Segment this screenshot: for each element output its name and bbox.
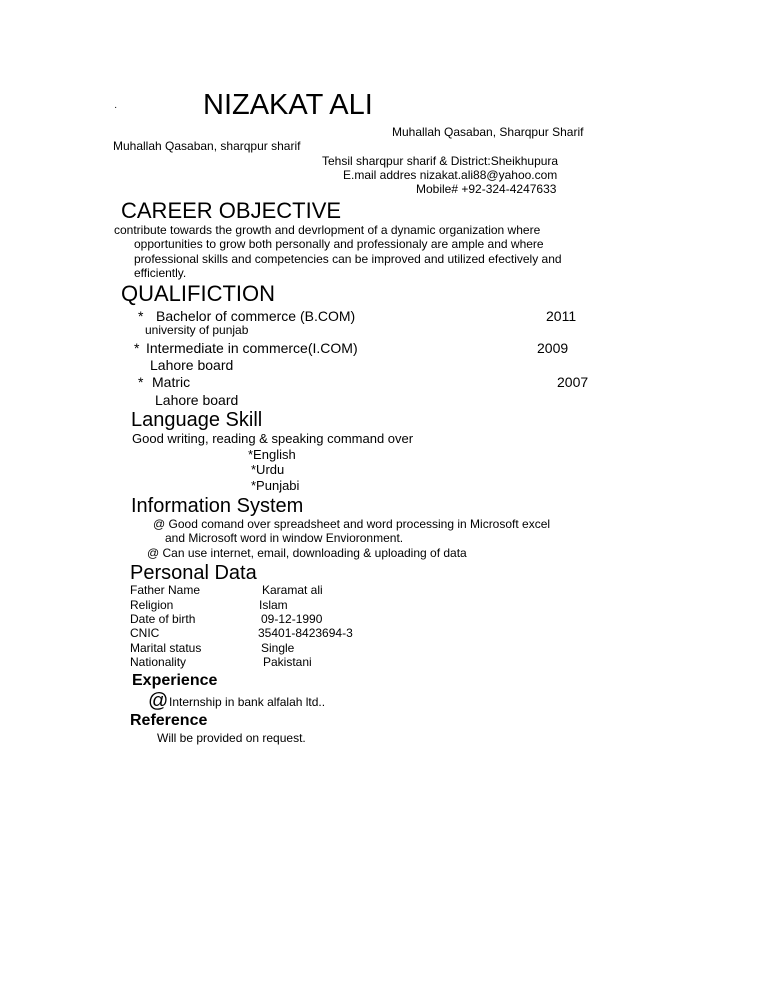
qualification-bullet: * xyxy=(138,308,144,324)
personal-value: 09-12-1990 xyxy=(261,612,323,626)
qualification-bullet: * xyxy=(134,340,140,356)
personal-label: Religion xyxy=(130,598,174,612)
personal-label: Father Name xyxy=(130,583,201,597)
qualification-heading: QUALIFICTION xyxy=(121,281,276,306)
candidate-name: NIZAKAT ALI xyxy=(203,89,373,121)
information-system-heading: Information System xyxy=(131,495,304,517)
qualification-title: Bachelor of commerce (B.COM) xyxy=(156,308,356,324)
career-line: opportunities to grow both personally and professionaly are ample and where xyxy=(134,237,544,251)
language-item-english: *English xyxy=(248,447,296,462)
career-line: efficiently. xyxy=(134,266,187,280)
career-line: contribute towards the growth and devrlopment of a dynamic organization where xyxy=(114,223,541,237)
qualification-institute: Lahore board xyxy=(155,392,239,408)
at-symbol-icon: @ xyxy=(148,690,169,712)
info-system-line: and Microsoft word in window Envioronment. xyxy=(165,531,404,545)
personal-value: Islam xyxy=(259,598,288,612)
mobile-line: Mobile# +92-324-4247633 xyxy=(416,182,557,196)
personal-value: 35401-8423694-3 xyxy=(258,626,353,640)
language-item-urdu: *Urdu xyxy=(251,462,285,477)
personal-value: Karamat ali xyxy=(262,583,323,597)
info-system-line: @ Good comand over spreadsheet and word processing in Microsoft excel xyxy=(153,517,551,531)
tehsil-line: Tehsil sharqpur sharif & District:Sheikhupura xyxy=(322,154,559,168)
personal-value: Single xyxy=(261,641,295,655)
qualification-bullet: * xyxy=(138,374,144,390)
qualification-year: 2007 xyxy=(557,374,589,390)
language-skill-heading: Language Skill xyxy=(131,409,263,431)
career-line: professional skills and competencies can be improved and utilized efectively and xyxy=(134,252,562,266)
career-objective-heading: CAREER OBJECTIVE xyxy=(121,198,342,223)
personal-data-heading: Personal Data xyxy=(130,562,257,584)
language-item-punjabi: *Punjabi xyxy=(251,478,300,493)
reference-text: Will be provided on request. xyxy=(157,731,306,745)
email-line: E.mail addres nizakat.ali88@yahoo.com xyxy=(343,168,558,182)
qualification-title: Matric xyxy=(152,374,191,390)
personal-label: Marital status xyxy=(130,641,202,655)
experience-heading: Experience xyxy=(132,672,218,689)
qualification-institute: Lahore board xyxy=(150,357,234,373)
experience-text: Internship in bank alfalah ltd.. xyxy=(169,695,326,709)
info-system-line: @ Can use internet, email, downloading & uploading of data xyxy=(147,546,467,560)
address-right: Muhallah Qasaban, Sharqpur Sharif xyxy=(392,125,584,139)
qualification-year: 2011 xyxy=(546,308,577,324)
qualification-institute: university of punjab xyxy=(145,323,249,337)
language-intro: Good writing, reading & speaking command over xyxy=(132,431,414,446)
personal-value: Pakistani xyxy=(263,655,312,669)
personal-label: CNIC xyxy=(130,626,160,640)
personal-label: Nationality xyxy=(130,655,187,669)
address-left: Muhallah Qasaban, sharqpur sharif xyxy=(113,139,301,153)
qualification-year: 2009 xyxy=(537,340,569,356)
stray-dot: · xyxy=(114,102,118,113)
qualification-title: Intermediate in commerce(I.COM) xyxy=(146,340,358,356)
personal-label: Date of birth xyxy=(130,612,196,626)
reference-heading: Reference xyxy=(130,712,208,729)
